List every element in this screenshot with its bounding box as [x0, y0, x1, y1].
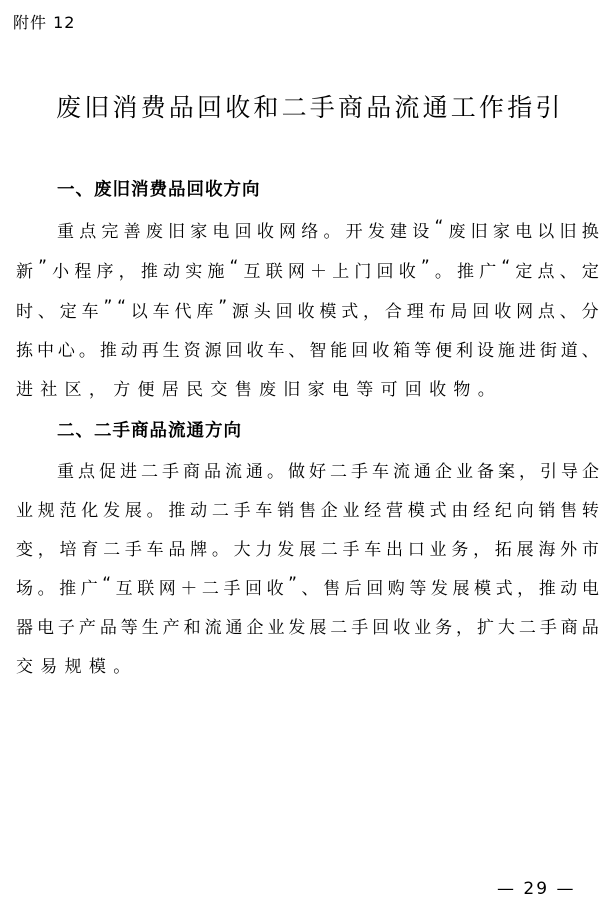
char: 展 — [298, 540, 316, 560]
char: 回 — [234, 222, 252, 242]
char: 合 — [384, 302, 402, 322]
char: 销 — [277, 501, 295, 521]
char: 街 — [539, 341, 557, 361]
section-2-line-5 — [16, 613, 599, 638]
section-1-line-3 — [16, 297, 599, 322]
char: 推 — [99, 341, 117, 361]
char: 由 — [451, 501, 469, 521]
char: 做 — [288, 462, 305, 482]
char: 便 — [435, 341, 453, 361]
char: 二 — [320, 540, 338, 560]
char: 点 — [79, 222, 97, 242]
char: 动 — [560, 579, 578, 599]
char: 源 — [231, 302, 249, 322]
char: 营 — [386, 501, 404, 521]
char: ” — [288, 574, 297, 594]
char: ， — [519, 462, 536, 482]
char: 培 — [59, 540, 77, 560]
char: “ — [501, 257, 511, 277]
char: 重 — [57, 462, 74, 482]
char: 大 — [497, 618, 515, 638]
char: 购 — [387, 579, 405, 599]
char: 发 — [430, 579, 448, 599]
char: 心 — [57, 341, 75, 361]
char: 推 — [140, 262, 158, 282]
char: 变 — [16, 540, 33, 560]
char: 流 — [393, 462, 410, 482]
char: 海 — [538, 540, 556, 560]
char: 动 — [163, 262, 181, 282]
char: 模 — [407, 501, 425, 521]
char: 流 — [225, 462, 242, 482]
char: 中 — [36, 341, 54, 361]
char: 互 — [243, 262, 261, 282]
char: “ — [102, 574, 112, 594]
char: 二 — [518, 618, 536, 638]
char: 、 — [559, 302, 577, 322]
char: 电 — [212, 222, 230, 242]
char: 手 — [223, 579, 241, 599]
char: 大 — [233, 540, 251, 560]
char: ” — [103, 297, 113, 317]
char: 车 — [372, 462, 389, 482]
char: 向 — [516, 501, 534, 521]
char: 点 — [78, 462, 95, 482]
char: 式 — [429, 501, 447, 521]
char: 业 — [456, 462, 473, 482]
char: 收 — [398, 262, 416, 282]
char: 时 — [16, 302, 33, 322]
char: 业 — [429, 540, 447, 560]
char: 家 — [190, 222, 208, 242]
char: 品 — [99, 618, 117, 638]
char: 后 — [344, 579, 362, 599]
char: 收 — [256, 222, 274, 242]
char: 品 — [204, 462, 221, 482]
char: 备 — [477, 462, 494, 482]
char: 电 — [581, 579, 599, 599]
char: 流 — [204, 618, 222, 638]
section-2-line-4 — [16, 574, 599, 599]
char: 企 — [435, 462, 452, 482]
char: 废 — [145, 222, 163, 242]
char: 。 — [37, 579, 55, 599]
char: 完 — [101, 222, 119, 242]
char: 头 — [253, 302, 271, 322]
char: 商 — [183, 462, 200, 482]
char: 外 — [560, 540, 578, 560]
char: 再 — [141, 341, 159, 361]
char: 回 — [225, 341, 243, 361]
document-title: 废旧消费品回收和二手商品流通工作指引 — [56, 93, 564, 122]
char: 手 — [539, 618, 557, 638]
char: 通 — [225, 618, 243, 638]
char: 门 — [354, 262, 372, 282]
char: 收 — [297, 302, 315, 322]
char: 品 — [581, 618, 599, 638]
char: 销 — [538, 501, 556, 521]
char: ， — [118, 262, 136, 282]
char: 回 — [366, 579, 384, 599]
char: 力 — [255, 540, 273, 560]
char: 手 — [162, 462, 179, 482]
char: 和 — [183, 618, 201, 638]
char: 布 — [428, 302, 446, 322]
char: 企 — [246, 618, 264, 638]
char: 联 — [265, 262, 283, 282]
char: 道 — [560, 341, 578, 361]
char: 智 — [309, 341, 327, 361]
char: 牌 — [190, 540, 208, 560]
char: 生 — [141, 618, 159, 638]
attachment-label: 附件 12 — [13, 13, 76, 32]
char: 售 — [323, 579, 341, 599]
char: 促 — [99, 462, 116, 482]
char: 收 — [266, 579, 284, 599]
char: 企 — [320, 501, 338, 521]
char: 废 — [448, 222, 466, 242]
char: 网 — [287, 262, 305, 282]
char: ， — [517, 579, 535, 599]
char: 代 — [174, 302, 192, 322]
section-2-line-2 — [16, 496, 599, 521]
section-1-heading: 一、废旧消费品回收方向 — [57, 180, 261, 200]
char: 出 — [386, 540, 404, 560]
char: 。 — [267, 462, 284, 482]
char: 回 — [472, 302, 490, 322]
char: 发 — [367, 222, 385, 242]
char: 小 — [52, 262, 70, 282]
char: 展 — [452, 579, 470, 599]
char: ， — [473, 540, 491, 560]
char: 拣 — [16, 341, 33, 361]
char: 售 — [298, 501, 316, 521]
char: 车 — [267, 341, 285, 361]
char: 定 — [515, 262, 533, 282]
char: 二 — [103, 540, 121, 560]
char: 案 — [498, 462, 515, 482]
char: 互 — [115, 579, 133, 599]
char: 生 — [162, 341, 180, 361]
char: 二 — [330, 618, 348, 638]
char: 络 — [301, 222, 319, 242]
section-2-line-1 — [57, 457, 599, 482]
char: 。 — [323, 222, 341, 242]
section-1-line-2 — [16, 257, 599, 282]
char: 网 — [279, 222, 297, 242]
char: 利 — [456, 341, 474, 361]
char: 展 — [309, 618, 327, 638]
char: 通 — [414, 462, 431, 482]
char: 收 — [393, 618, 411, 638]
char: 程 — [74, 262, 92, 282]
char: 手 — [351, 618, 369, 638]
char: 二 — [211, 501, 229, 521]
char: 收 — [246, 341, 264, 361]
char: 范 — [59, 501, 77, 521]
char: 育 — [81, 540, 99, 560]
char: 设 — [476, 341, 494, 361]
char: 、 — [37, 302, 55, 322]
char: 发 — [277, 540, 295, 560]
char: 业 — [342, 501, 360, 521]
char: 手 — [233, 501, 251, 521]
char: 拓 — [494, 540, 512, 560]
char: 务 — [435, 618, 453, 638]
char: ” — [218, 297, 228, 317]
char: “ — [434, 217, 444, 237]
char: 推 — [457, 262, 475, 282]
char: 旧 — [559, 222, 577, 242]
char: 。 — [211, 540, 229, 560]
char: 通 — [246, 462, 263, 482]
char: 联 — [137, 579, 155, 599]
char: 模 — [474, 579, 491, 599]
char: 模 — [319, 302, 337, 322]
char: 车 — [146, 540, 164, 560]
char: 进 — [120, 462, 137, 482]
char: 转 — [581, 501, 599, 521]
char: ＋ — [180, 579, 198, 599]
char: 经 — [364, 501, 382, 521]
char: ， — [37, 540, 55, 560]
char: 商 — [560, 618, 578, 638]
char: 回 — [275, 302, 293, 322]
char: 导 — [561, 462, 578, 482]
char: 源 — [204, 341, 222, 361]
char: ＋ — [310, 262, 328, 282]
char: 式 — [341, 302, 359, 322]
char: 动 — [120, 341, 138, 361]
char: 等 — [414, 341, 432, 361]
char: 点 — [537, 262, 555, 282]
char: 展 — [124, 501, 142, 521]
char: 实 — [185, 262, 203, 282]
char: 收 — [494, 302, 512, 322]
char: 。 — [146, 501, 164, 521]
char: 化 — [81, 501, 99, 521]
char: 定 — [59, 302, 77, 322]
char: 产 — [78, 618, 96, 638]
char: 设 — [412, 222, 430, 242]
char: 资 — [183, 341, 201, 361]
char: 业 — [267, 618, 285, 638]
char: 动 — [190, 501, 208, 521]
char: 手 — [351, 462, 368, 482]
char: 进 — [518, 341, 536, 361]
char: 场 — [16, 579, 33, 599]
char: 二 — [141, 462, 158, 482]
char: 等 — [120, 618, 138, 638]
char: 重 — [57, 222, 74, 242]
char: 业 — [414, 618, 432, 638]
char: 序 — [96, 262, 114, 282]
char: 、 — [301, 579, 319, 599]
char: 分 — [581, 302, 599, 322]
char: 电 — [515, 222, 533, 242]
char: 器 — [16, 618, 33, 638]
char: 以 — [130, 302, 148, 322]
char: 。 — [78, 341, 96, 361]
char: 家 — [492, 222, 510, 242]
char: 车 — [255, 501, 273, 521]
char: 回 — [351, 341, 369, 361]
char: “ — [229, 257, 239, 277]
char: 推 — [59, 579, 77, 599]
char: 广 — [479, 262, 497, 282]
char: 理 — [406, 302, 424, 322]
char: 务 — [451, 540, 469, 560]
char: 车 — [364, 540, 382, 560]
char: 扩 — [476, 618, 494, 638]
char: 换 — [581, 222, 599, 242]
char: 上 — [332, 262, 350, 282]
char: 善 — [123, 222, 141, 242]
char: 收 — [372, 341, 390, 361]
section-2-heading: 二、二手商品流通方向 — [57, 421, 242, 441]
char: 手 — [342, 540, 360, 560]
char: 企 — [582, 462, 599, 482]
section-1-line-5: 进社区，方便居民交售废旧家电等可回收物。 — [16, 380, 502, 400]
char: 规 — [37, 501, 55, 521]
char: 引 — [540, 462, 557, 482]
char: 定 — [581, 262, 599, 282]
char: 市 — [581, 540, 599, 560]
char: 开 — [345, 222, 363, 242]
char: 式 — [495, 579, 513, 599]
char: 建 — [390, 222, 408, 242]
char: 、 — [559, 262, 577, 282]
char: 推 — [538, 579, 556, 599]
char: 以 — [537, 222, 555, 242]
char: ， — [363, 302, 381, 322]
char: “ — [117, 297, 126, 317]
char: 等 — [409, 579, 427, 599]
char: 箱 — [393, 341, 411, 361]
char: 旧 — [470, 222, 488, 242]
char: 车 — [81, 302, 99, 322]
char: 好 — [309, 462, 326, 482]
char: 业 — [16, 501, 33, 521]
char: 库 — [196, 302, 214, 322]
char: 二 — [330, 462, 347, 482]
char: 回 — [376, 262, 394, 282]
char: 旧 — [168, 222, 186, 242]
char: 产 — [162, 618, 180, 638]
page-number: — 29 — — [497, 879, 576, 899]
section-1-line-1 — [57, 217, 599, 242]
char: 新 — [16, 262, 33, 282]
char: ” — [420, 257, 430, 277]
char: 。 — [434, 262, 452, 282]
char: 手 — [124, 540, 142, 560]
section-1-line-4 — [16, 336, 599, 361]
char: 回 — [372, 618, 390, 638]
char: 经 — [473, 501, 491, 521]
char: 售 — [560, 501, 578, 521]
section-2-line-3 — [16, 535, 599, 560]
char: 二 — [201, 579, 219, 599]
char: 局 — [450, 302, 468, 322]
char: 品 — [168, 540, 186, 560]
char: 回 — [245, 579, 262, 599]
char: 施 — [497, 341, 515, 361]
section-2-line-6: 交易规模。 — [16, 657, 138, 677]
char: 施 — [207, 262, 225, 282]
char: 口 — [407, 540, 425, 560]
char: 发 — [103, 501, 121, 521]
char: 展 — [516, 540, 534, 560]
char: 子 — [57, 618, 75, 638]
char: 网 — [158, 579, 176, 599]
char: 、 — [288, 341, 306, 361]
char: 广 — [80, 579, 98, 599]
char: 点 — [537, 302, 555, 322]
char: 能 — [330, 341, 348, 361]
char: 发 — [288, 618, 306, 638]
char: 推 — [168, 501, 186, 521]
char: 纪 — [494, 501, 512, 521]
char: 车 — [152, 302, 170, 322]
char: 网 — [516, 302, 534, 322]
char: 、 — [581, 341, 599, 361]
char: ” — [38, 257, 47, 277]
char: 电 — [36, 618, 54, 638]
char: ， — [456, 618, 474, 638]
